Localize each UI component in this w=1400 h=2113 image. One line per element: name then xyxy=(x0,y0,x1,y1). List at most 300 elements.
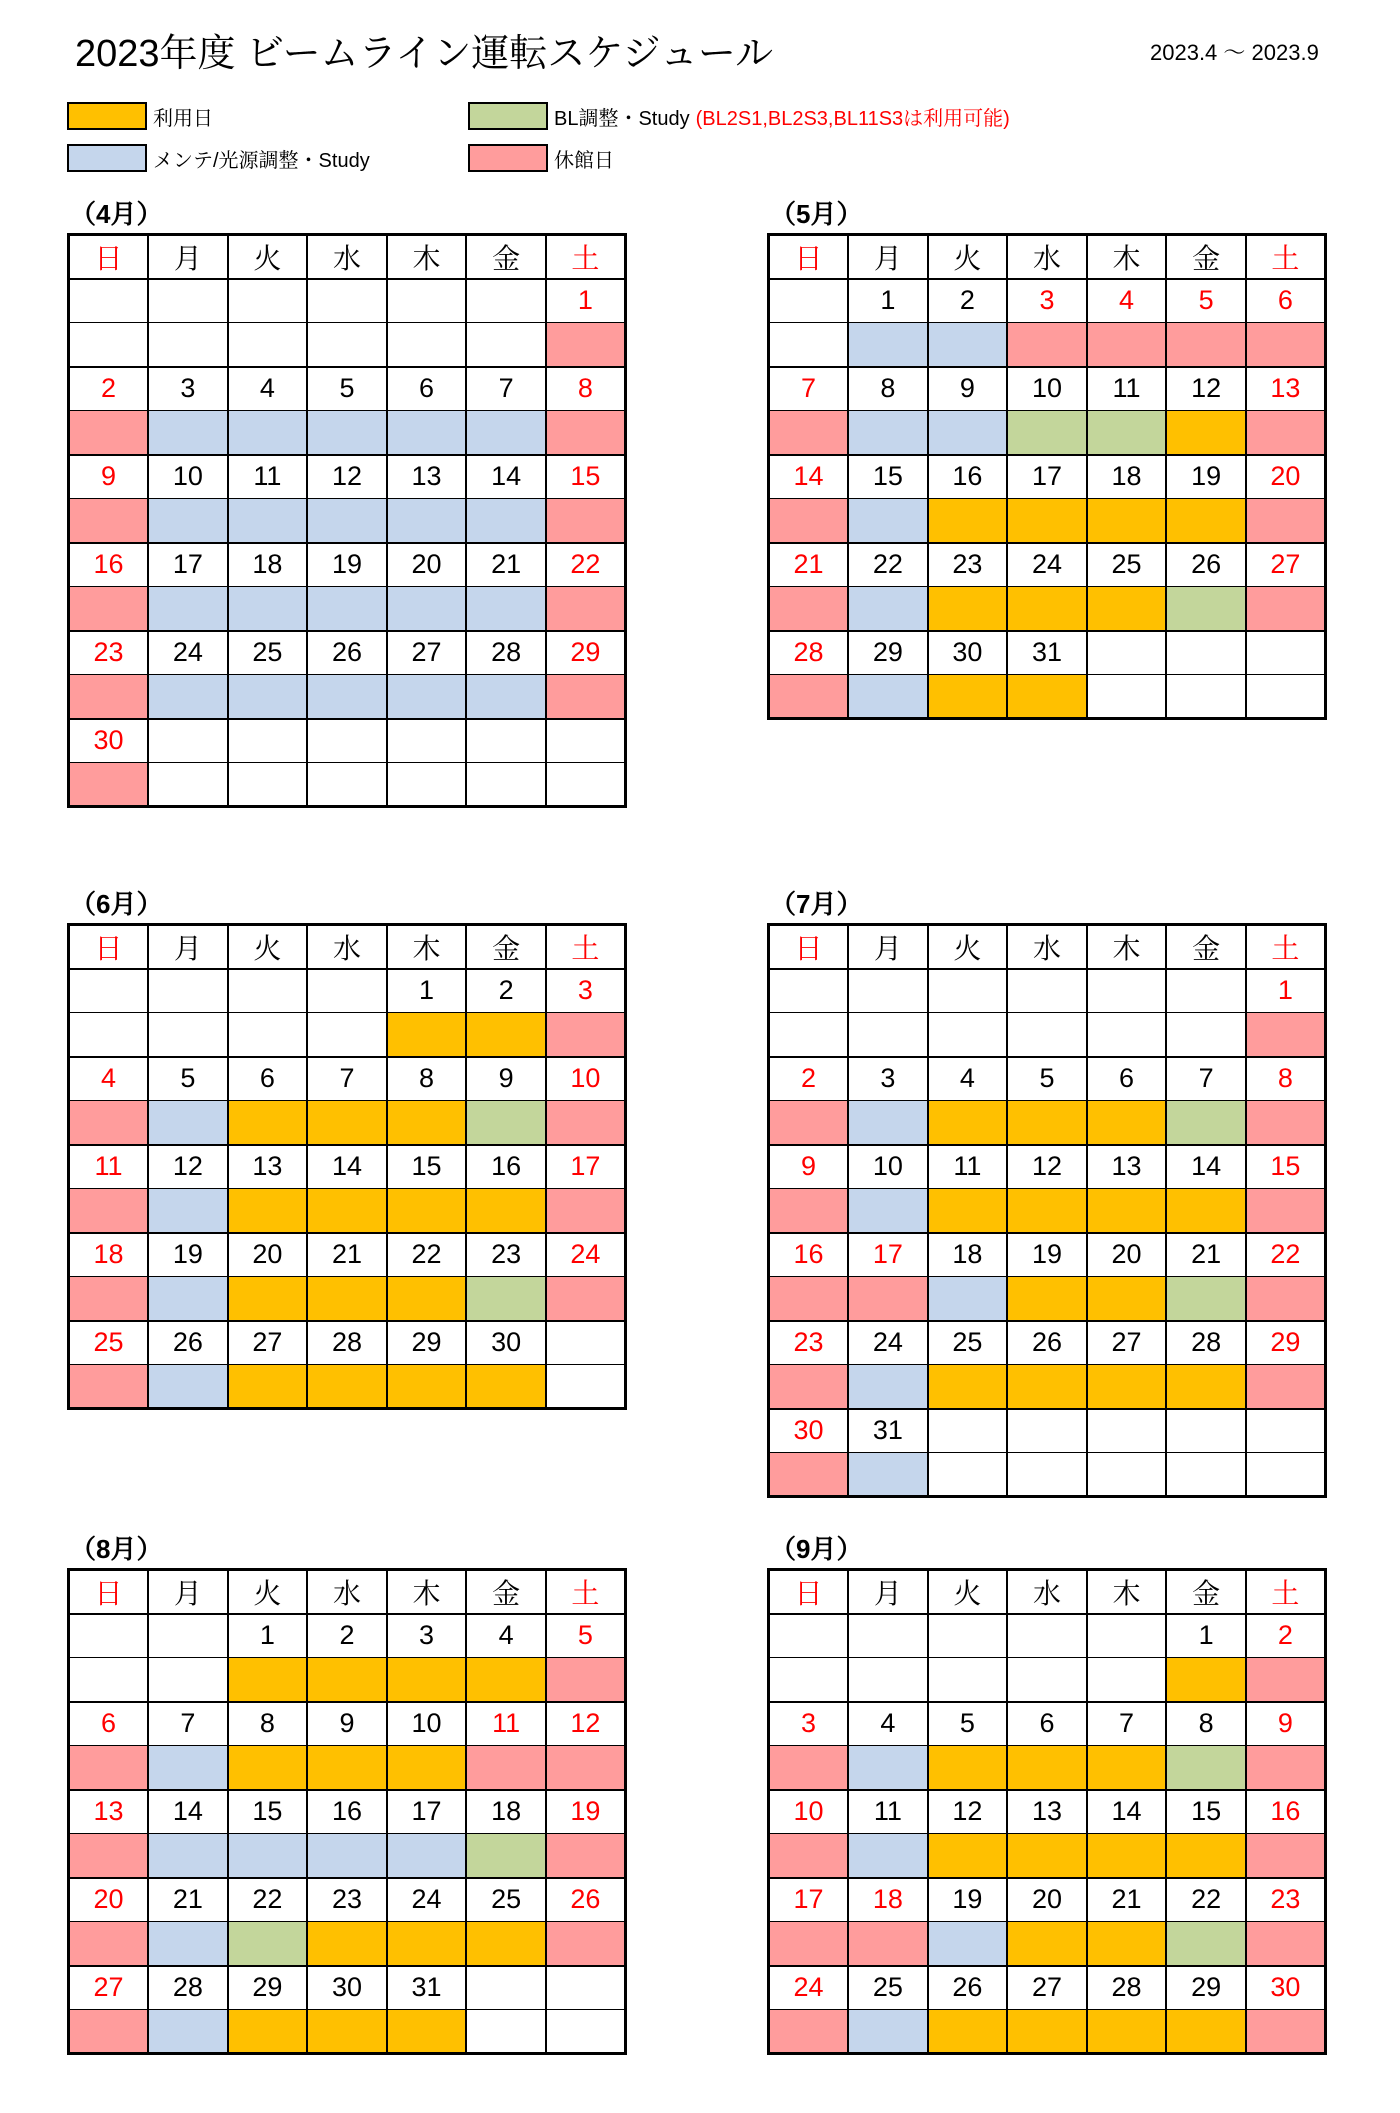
day-number: 5 xyxy=(546,1614,626,1658)
weekday-header: 水 xyxy=(307,235,387,279)
day-number xyxy=(1166,969,1246,1013)
day-status xyxy=(148,675,228,719)
day-status xyxy=(848,1189,928,1233)
status-row xyxy=(769,675,1326,719)
status-row xyxy=(769,323,1326,367)
day-number: 26 xyxy=(307,631,387,675)
month-calendar xyxy=(767,1568,1327,2055)
day-status xyxy=(848,1277,928,1321)
day-status xyxy=(1087,411,1167,455)
date-row xyxy=(69,455,626,499)
day-number: 17 xyxy=(387,1790,467,1834)
day-status xyxy=(228,1658,308,1702)
weekday-header: 木 xyxy=(387,235,467,279)
day-status xyxy=(546,1277,626,1321)
day-status xyxy=(1166,2010,1246,2054)
weekday-header: 日 xyxy=(769,1570,849,1614)
status-row xyxy=(769,587,1326,631)
day-status xyxy=(546,1922,626,1966)
day-number: 29 xyxy=(228,1966,308,2010)
day-status xyxy=(1166,1101,1246,1145)
day-status xyxy=(148,1013,228,1057)
day-number: 4 xyxy=(69,1057,149,1101)
day-number: 20 xyxy=(387,543,467,587)
day-status xyxy=(228,1834,308,1878)
day-number: 21 xyxy=(148,1878,228,1922)
day-number: 20 xyxy=(228,1233,308,1277)
day-status xyxy=(1246,1453,1326,1497)
day-number: 24 xyxy=(769,1966,849,2010)
day-status xyxy=(148,499,228,543)
day-status xyxy=(69,763,149,807)
weekday-header: 木 xyxy=(1087,925,1167,969)
day-number: 18 xyxy=(69,1233,149,1277)
day-status xyxy=(769,499,849,543)
day-status xyxy=(387,1189,467,1233)
day-status xyxy=(1007,1277,1087,1321)
day-number: 2 xyxy=(466,969,546,1013)
day-number: 19 xyxy=(1007,1233,1087,1277)
day-status xyxy=(1087,1746,1167,1790)
day-number: 30 xyxy=(928,631,1008,675)
day-number: 7 xyxy=(769,367,849,411)
day-status xyxy=(1166,411,1246,455)
day-status xyxy=(1166,1922,1246,1966)
day-number: 15 xyxy=(848,455,928,499)
day-status xyxy=(1007,1658,1087,1702)
day-status xyxy=(928,1658,1008,1702)
day-number: 27 xyxy=(1087,1321,1167,1365)
day-number: 15 xyxy=(1246,1145,1326,1189)
day-number: 27 xyxy=(387,631,467,675)
day-number: 11 xyxy=(228,455,308,499)
day-number: 4 xyxy=(228,367,308,411)
day-status xyxy=(1087,1189,1167,1233)
day-number: 24 xyxy=(1007,543,1087,587)
day-status xyxy=(1166,1658,1246,1702)
date-row xyxy=(769,1614,1326,1658)
day-status xyxy=(1007,1746,1087,1790)
day-status xyxy=(307,323,387,367)
day-status xyxy=(1246,499,1326,543)
day-number: 8 xyxy=(228,1702,308,1746)
status-row xyxy=(769,1746,1326,1790)
day-status xyxy=(928,411,1008,455)
weekday-header: 木 xyxy=(1087,1570,1167,1614)
weekday-header: 水 xyxy=(307,1570,387,1614)
day-number: 3 xyxy=(546,969,626,1013)
day-status xyxy=(1166,323,1246,367)
day-number: 17 xyxy=(1007,455,1087,499)
day-number: 24 xyxy=(387,1878,467,1922)
day-status xyxy=(769,1013,849,1057)
day-status xyxy=(928,1277,1008,1321)
status-row xyxy=(769,499,1326,543)
day-number: 1 xyxy=(387,969,467,1013)
day-number: 25 xyxy=(228,631,308,675)
day-number: 18 xyxy=(228,543,308,587)
day-status xyxy=(1007,1453,1087,1497)
status-row xyxy=(769,2010,1326,2054)
day-status xyxy=(387,1101,467,1145)
day-status xyxy=(148,587,228,631)
day-number: 23 xyxy=(1246,1878,1326,1922)
date-row xyxy=(769,1409,1326,1453)
day-number xyxy=(466,279,546,323)
day-status xyxy=(466,1189,546,1233)
legend-label-use: 利用日 xyxy=(153,107,213,130)
legend-label-bl: BL調整・Study xyxy=(554,107,690,130)
day-status xyxy=(466,411,546,455)
day-number: 11 xyxy=(1087,367,1167,411)
day-number: 13 xyxy=(228,1145,308,1189)
day-number: 28 xyxy=(769,631,849,675)
day-number: 5 xyxy=(1007,1057,1087,1101)
day-status xyxy=(387,323,467,367)
day-status xyxy=(1246,1746,1326,1790)
day-status xyxy=(69,587,149,631)
weekday-header: 火 xyxy=(928,1570,1008,1614)
day-number: 30 xyxy=(466,1321,546,1365)
day-number: 22 xyxy=(1246,1233,1326,1277)
date-row xyxy=(769,1790,1326,1834)
day-status xyxy=(466,1746,546,1790)
date-row xyxy=(69,367,626,411)
weekday-header: 月 xyxy=(848,925,928,969)
day-number: 14 xyxy=(769,455,849,499)
day-status xyxy=(1166,1746,1246,1790)
day-number: 18 xyxy=(848,1878,928,1922)
day-number xyxy=(1007,1614,1087,1658)
day-number xyxy=(307,279,387,323)
day-number: 22 xyxy=(848,543,928,587)
day-number xyxy=(769,279,849,323)
date-row xyxy=(769,455,1326,499)
day-number: 29 xyxy=(1246,1321,1326,1365)
day-status xyxy=(307,1101,387,1145)
day-status xyxy=(848,1453,928,1497)
day-status xyxy=(848,323,928,367)
day-number: 6 xyxy=(69,1702,149,1746)
day-status xyxy=(1007,587,1087,631)
day-number xyxy=(546,1321,626,1365)
day-number: 27 xyxy=(228,1321,308,1365)
weekday-header: 土 xyxy=(546,925,626,969)
day-number xyxy=(307,719,387,763)
day-status xyxy=(1087,1365,1167,1409)
day-status xyxy=(1007,323,1087,367)
day-status xyxy=(148,1922,228,1966)
day-status xyxy=(769,1834,849,1878)
day-status xyxy=(307,1013,387,1057)
day-number: 15 xyxy=(228,1790,308,1834)
day-number: 18 xyxy=(1087,455,1167,499)
day-status xyxy=(69,1013,149,1057)
status-row xyxy=(69,1277,626,1321)
status-row xyxy=(69,1746,626,1790)
weekday-header: 金 xyxy=(1166,1570,1246,1614)
weekday-header: 日 xyxy=(769,925,849,969)
legend-use xyxy=(67,100,213,132)
day-status xyxy=(387,499,467,543)
day-number: 21 xyxy=(466,543,546,587)
status-row xyxy=(69,763,626,807)
day-status xyxy=(307,675,387,719)
status-row xyxy=(769,1189,1326,1233)
day-status xyxy=(1007,1101,1087,1145)
status-row xyxy=(769,1658,1326,1702)
status-row xyxy=(69,1101,626,1145)
day-number xyxy=(148,1614,228,1658)
day-status xyxy=(148,1658,228,1702)
day-number: 9 xyxy=(928,367,1008,411)
month-label: （8月） xyxy=(70,1534,163,1564)
day-status xyxy=(1007,1834,1087,1878)
day-number: 29 xyxy=(387,1321,467,1365)
day-number: 4 xyxy=(848,1702,928,1746)
day-number: 20 xyxy=(69,1878,149,1922)
day-number: 4 xyxy=(928,1057,1008,1101)
day-status xyxy=(928,1101,1008,1145)
day-status xyxy=(1007,1013,1087,1057)
day-status xyxy=(1246,1365,1326,1409)
day-status xyxy=(769,675,849,719)
weekday-header-row xyxy=(769,1570,1326,1614)
day-status xyxy=(1166,1013,1246,1057)
day-status xyxy=(69,1101,149,1145)
day-number xyxy=(1166,631,1246,675)
day-status xyxy=(466,587,546,631)
day-number: 14 xyxy=(466,455,546,499)
day-number xyxy=(848,1614,928,1658)
day-number: 12 xyxy=(546,1702,626,1746)
date-row xyxy=(69,719,626,763)
day-status xyxy=(387,411,467,455)
day-status xyxy=(1246,1101,1326,1145)
day-status xyxy=(307,1834,387,1878)
status-row xyxy=(69,1834,626,1878)
day-status xyxy=(69,1189,149,1233)
day-status xyxy=(848,1922,928,1966)
day-status xyxy=(1246,1013,1326,1057)
day-status xyxy=(69,2010,149,2054)
day-number: 21 xyxy=(1166,1233,1246,1277)
day-number: 3 xyxy=(848,1057,928,1101)
month-label: （5月） xyxy=(770,199,863,229)
day-status xyxy=(769,1277,849,1321)
day-status xyxy=(1246,1658,1326,1702)
month-label: （4月） xyxy=(70,199,163,229)
day-status xyxy=(546,499,626,543)
day-number: 12 xyxy=(1166,367,1246,411)
weekday-header: 火 xyxy=(228,235,308,279)
day-number: 8 xyxy=(848,367,928,411)
day-status xyxy=(848,1658,928,1702)
day-status xyxy=(466,1834,546,1878)
date-row xyxy=(769,1966,1326,2010)
day-status xyxy=(1007,499,1087,543)
day-number: 5 xyxy=(1166,279,1246,323)
day-number: 7 xyxy=(1166,1057,1246,1101)
day-status xyxy=(1087,2010,1167,2054)
status-row xyxy=(769,1013,1326,1057)
day-number: 10 xyxy=(769,1790,849,1834)
day-number: 30 xyxy=(769,1409,849,1453)
day-status xyxy=(387,1834,467,1878)
day-number: 26 xyxy=(546,1878,626,1922)
date-row xyxy=(69,969,626,1013)
day-status xyxy=(1166,675,1246,719)
legend-swatch-bl xyxy=(468,102,548,130)
day-number: 10 xyxy=(387,1702,467,1746)
day-status xyxy=(1246,1834,1326,1878)
day-status xyxy=(69,1277,149,1321)
weekday-header: 月 xyxy=(148,235,228,279)
day-status xyxy=(466,675,546,719)
day-status xyxy=(928,587,1008,631)
weekday-header: 月 xyxy=(848,235,928,279)
month-calendar xyxy=(767,233,1327,720)
status-row xyxy=(769,1277,1326,1321)
day-status xyxy=(228,675,308,719)
day-number: 30 xyxy=(69,719,149,763)
day-status xyxy=(546,1365,626,1409)
day-number: 2 xyxy=(69,367,149,411)
weekday-header: 金 xyxy=(466,925,546,969)
day-status xyxy=(1166,1453,1246,1497)
day-status xyxy=(307,499,387,543)
day-number: 22 xyxy=(387,1233,467,1277)
day-status xyxy=(1087,323,1167,367)
day-status xyxy=(387,1013,467,1057)
status-row xyxy=(69,587,626,631)
day-number: 13 xyxy=(1246,367,1326,411)
day-number: 2 xyxy=(769,1057,849,1101)
weekday-header: 月 xyxy=(148,925,228,969)
day-number: 23 xyxy=(307,1878,387,1922)
month-label: （7月） xyxy=(770,889,863,919)
day-status xyxy=(848,499,928,543)
day-number: 19 xyxy=(148,1233,228,1277)
day-number: 19 xyxy=(1166,455,1246,499)
day-number: 4 xyxy=(1087,279,1167,323)
day-number: 14 xyxy=(1166,1145,1246,1189)
day-status xyxy=(1087,499,1167,543)
day-status xyxy=(307,1922,387,1966)
day-status xyxy=(1166,1277,1246,1321)
day-number: 23 xyxy=(769,1321,849,1365)
day-number: 20 xyxy=(1087,1233,1167,1277)
weekday-header: 日 xyxy=(769,235,849,279)
legend-note-bl: (BL2S1,BL2S3,BL11S3は利用可能) xyxy=(695,107,1010,130)
day-number: 30 xyxy=(307,1966,387,2010)
day-status xyxy=(69,499,149,543)
day-number: 19 xyxy=(307,543,387,587)
day-number: 24 xyxy=(148,631,228,675)
day-number: 26 xyxy=(1007,1321,1087,1365)
day-number: 25 xyxy=(466,1878,546,1922)
day-status xyxy=(928,1834,1008,1878)
day-status xyxy=(387,1277,467,1321)
day-number: 24 xyxy=(546,1233,626,1277)
month-label: （6月） xyxy=(70,889,163,919)
month-calendar xyxy=(67,1568,627,2055)
day-number: 14 xyxy=(307,1145,387,1189)
day-number xyxy=(1087,1409,1167,1453)
day-status xyxy=(148,1746,228,1790)
day-status xyxy=(148,1277,228,1321)
day-number: 1 xyxy=(228,1614,308,1658)
day-number xyxy=(1007,1409,1087,1453)
day-number: 18 xyxy=(466,1790,546,1834)
date-row xyxy=(769,367,1326,411)
day-number: 27 xyxy=(1246,543,1326,587)
weekday-header: 金 xyxy=(1166,925,1246,969)
day-number: 7 xyxy=(1087,1702,1167,1746)
day-status xyxy=(387,1922,467,1966)
day-status xyxy=(148,323,228,367)
date-row xyxy=(69,1321,626,1365)
day-number: 20 xyxy=(1246,455,1326,499)
day-number: 8 xyxy=(1166,1702,1246,1746)
weekday-header-row xyxy=(769,235,1326,279)
day-status xyxy=(848,2010,928,2054)
day-number: 15 xyxy=(546,455,626,499)
day-number: 17 xyxy=(848,1233,928,1277)
weekday-header: 金 xyxy=(1166,235,1246,279)
weekday-header: 土 xyxy=(1246,925,1326,969)
day-number: 29 xyxy=(848,631,928,675)
month-calendar xyxy=(67,233,627,808)
day-status xyxy=(546,1189,626,1233)
weekday-header-row xyxy=(69,235,626,279)
status-row xyxy=(69,1658,626,1702)
day-status xyxy=(1166,587,1246,631)
day-number xyxy=(928,1614,1008,1658)
day-status xyxy=(769,1922,849,1966)
weekday-header: 火 xyxy=(228,925,308,969)
day-status xyxy=(1246,675,1326,719)
day-status xyxy=(69,411,149,455)
day-status xyxy=(546,1834,626,1878)
day-number xyxy=(148,279,228,323)
day-status xyxy=(228,499,308,543)
legend-swatch-maint xyxy=(67,144,147,172)
date-row xyxy=(769,1702,1326,1746)
weekday-header: 日 xyxy=(69,925,149,969)
day-number: 25 xyxy=(848,1966,928,2010)
day-status xyxy=(1246,587,1326,631)
day-number: 1 xyxy=(1166,1614,1246,1658)
day-number: 13 xyxy=(1087,1145,1167,1189)
day-status xyxy=(928,1746,1008,1790)
day-status xyxy=(1007,1365,1087,1409)
day-status xyxy=(69,1834,149,1878)
day-status xyxy=(148,1101,228,1145)
day-number: 12 xyxy=(928,1790,1008,1834)
day-status xyxy=(466,1365,546,1409)
date-row xyxy=(69,279,626,323)
status-row xyxy=(769,1365,1326,1409)
day-status xyxy=(1087,1101,1167,1145)
day-number xyxy=(466,1966,546,2010)
day-status xyxy=(848,587,928,631)
status-row xyxy=(69,675,626,719)
day-status xyxy=(387,763,467,807)
day-status xyxy=(228,1101,308,1145)
day-number xyxy=(1087,631,1167,675)
month-calendar xyxy=(67,923,627,1410)
